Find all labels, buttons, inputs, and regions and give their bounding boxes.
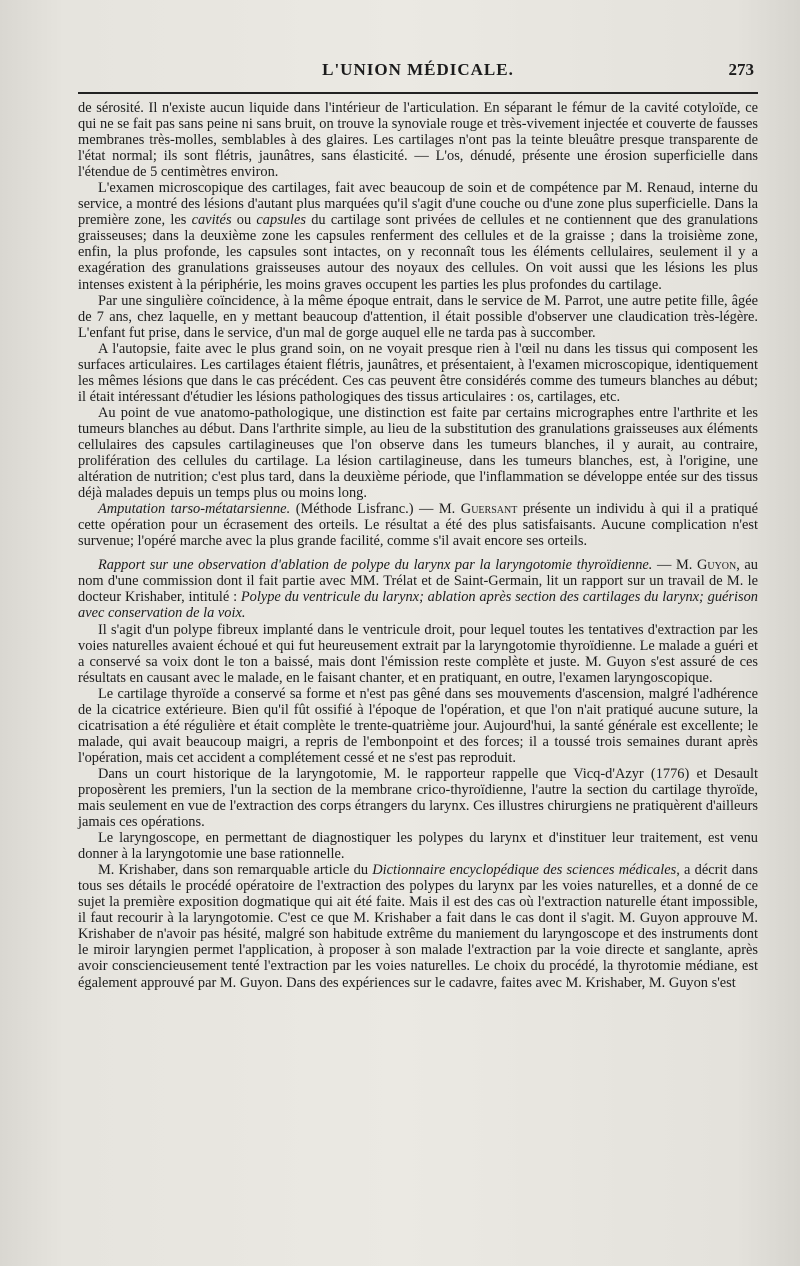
work-title: Polype du ventricule du larynx; ablation après section des cartilages du larynx; guérison avec conservation de la voix. <box>78 589 758 622</box>
section-paragraph: Rapport sur une observation d'ablation de polype du larynx par la laryngotomie thyroïdienne. — M. Guyon, au nom d'une commission dont il fait partie avec MM. Trélat et de Saint-Germain, lit un rapport sur un travail de M. le docteur Krishaber, intitulé : Polype du ventricule du larynx; ablation après section des cartilages du larynx; guérison avec conservation de la voix. <box>78 557 759 622</box>
author-name: Guersant <box>460 501 518 518</box>
paragraph: Le cartilage thyroïde a conservé sa forme et n'est pas gêné dans ses mouvements d'ascension, malgré l'adhérence de la cicatrice extérieure. Bien qu'il fût ossifié à l'époque de l'opération, et que l'on n'ait pratiqué aucune suture, la cicatrisation a été régulière et était complète le trente-quatrième jour. Aujourd'hui, la santé générale est excellente; le malade, qui avait beaucoup maigri, a repris de l'embonpoint et des forces; il a toussé trois semaines durant après l'opération, mais cet accident a complétement cessé et ne s'est pas reproduit. <box>78 685 758 766</box>
paragraph: M. Krishaber, dans son remarquable article du Dictionnaire encyclopédique des sciences médicales, a décrit dans tous ses détails le procédé opératoire de l'extraction des polypes du larynx par les voies naturelles, et a donné de ce sujet la première exposition dogmatique qui ait été faite. Mais il est des cas où l'extraction naturelle étant impossible, il faut recourir à la laryngotomie. C'est ce que M. Krishaber a fait dans le cas dont il s'agit. M. Guyon approuve M. Krishaber de n'avoir pas hésité, malgré son habitude extrême du maniement du laryngoscope et des instruments dont le miroir laryngien permet l'application, à proposer à son malade l'extraction par la voie directe et sanglante, après avoir consciencieusement tenté l'extraction par les voies naturelles. Le choix du procédé, la thyrotomie médiane, est également approuvé par M. Guyon. Dans des expériences sur le cadavre, faites avec M. Krishaber, M. Guyon s'est <box>78 862 758 991</box>
article-body <box>78 100 758 991</box>
page-header <box>78 58 758 86</box>
author-name: Guyon <box>696 557 737 574</box>
section-paragraph: Amputation tarso-métatarsienne. (Méthode Lisfranc.) — M. Guersant présente un individu à qui il a pratiqué cette opération pour un écrasement des orteils. Le résultat a été des plus satisfaisants. Aucune complication n'est survenue; l'opéré marche avec la plus grande facilité, comme s'il avait encore ses orteils. <box>78 501 758 550</box>
paragraph: Dans un court historique de la laryngotomie, M. le rapporteur rappelle que Vicq-d'Azyr (1776) et Desault proposèrent les premiers, l'un la section de la membrane crico-thyroïdienne, l'autre la section du cartilage thyroïde, mais seulement en vue de l'extraction des corps étrangers du larynx. Ces illustres chirurgiens ne pratiquèrent d'ailleurs jamais ces opérations. <box>78 765 758 831</box>
paragraph: L'examen microscopique des cartilages, fait avec beaucoup de soin et de compétence par M. Renaud, interne du service, a montré des lésions d'autant plus marquées qu'il s'agit d'une couche ou d'une zone plus superficielle. Dans la première zone, les cavités ou capsules du cartilage sont privées de cellules et ne contiennent que des granulations graisseuses; dans la deuxième zone les capsules renferment des cellules et de la graisse ; dans la troisième zone, enfin, la plus profonde, les capsules sont intactes, on y reconnaît tous les éléments cellulaires, seulement il y a exagération des granulations graisseuses autour des noyaux des cellules. On voit aussi que les lésions les plus intenses existent à la périphérie, les moins graves occupent les parties les plus profondes du cartilage. <box>78 180 758 293</box>
paragraph: Par une singulière coïncidence, à la même époque entrait, dans le service de M. Parrot, une autre petite fille, âgée de 7 ans, chez laquelle, en y mettant beaucoup d'attention, il était possible d'observer une claudication très-légère. L'enfant fut prise, dans le service, d'un mal de gorge auquel elle ne tarda pas à succomber. <box>78 292 758 341</box>
section-heading: Amputation tarso-métatarsienne. <box>98 501 291 518</box>
paragraph: Le laryngoscope, en permettant de diagnostiquer les polypes du larynx et d'instituer leur traitement, est venu donner à la laryngotomie une base rationnelle. <box>78 830 758 863</box>
section-heading: Rapport sur une observation d'ablation de polype du larynx par la laryngotomie thyroïdienne. <box>98 557 653 574</box>
paragraph: A l'autopsie, faite avec le plus grand soin, on ne voyait presque rien à l'œil nu dans les tissus qui composent les surfaces articulaires. Les cartilages étaient flétris, jaunâtres, et présentaient, à l'examen microscopique, identiquement les mêmes lésions que dans le cas précédent. Ces cas peuvent être considérés comme des tumeurs blanches au début; il était intéressant d'étudier les lésions pathologiques des tissus articulaires : os, cartilages, etc. <box>78 340 758 405</box>
page-number: 273 <box>728 60 754 79</box>
paragraph: de sérosité. Il n'existe aucun liquide dans l'intérieur de l'articulation. En séparant le fémur de la cavité cotyloïde, ce qui ne se fait pas sans peine ni sans bruit, on trouve la synoviale rouge et très-vivement injectée et couverte de fausses membranes très-molles, semblables à des glaires. Les cartilages n'ont pas la teinte bleuâtre presque transparente de l'état normal; ils sont flétris, jaunâtres, sans élasticité. — L'os, dénudé, présente une érosion superficielle dans l'étendue de 5 centimètres environ. <box>78 100 758 181</box>
paragraph: Il s'agit d'un polype fibreux implanté dans le ventricule droit, pour lequel toutes les tentatives d'extraction par les voies naturelles avaient échoué et qui fut heureusement extrait par la laryngotomie thyroïdienne. Le malade a guéri et a conservé sa voix dont le ton a baissé, mais dont l'émission reste complète et juste. M. Guyon s'est assuré de ces résultats en causant avec le malade, en le faisant chanter, et en pratiquant, en outre, l'examen laryngoscopique. <box>78 621 758 686</box>
running-title: L'UNION MÉDICALE. <box>322 60 514 79</box>
header-rule <box>78 92 758 94</box>
paragraph: Au point de vue anatomo-pathologique, une distinction est faite par certains micrographes entre l'arthrite et les tumeurs blanches au début. Dans l'arthrite simple, au lieu de la substitution des granulations graisseuses aux éléments cellulaires des capsules cartilagineuses que l'on observe dans les tumeurs blanches, il y aurait, au contraire, prolifération des cellules du cartilage. La lésion cartilagineuse, dans les tumeurs blanches, est, à l'origine, une altération de nutrition; c'est plus tard, dans la deuxième période, que l'inflammation se développe entée sur des tissus déjà malades depuis un temps plus ou moins long. <box>78 404 758 502</box>
